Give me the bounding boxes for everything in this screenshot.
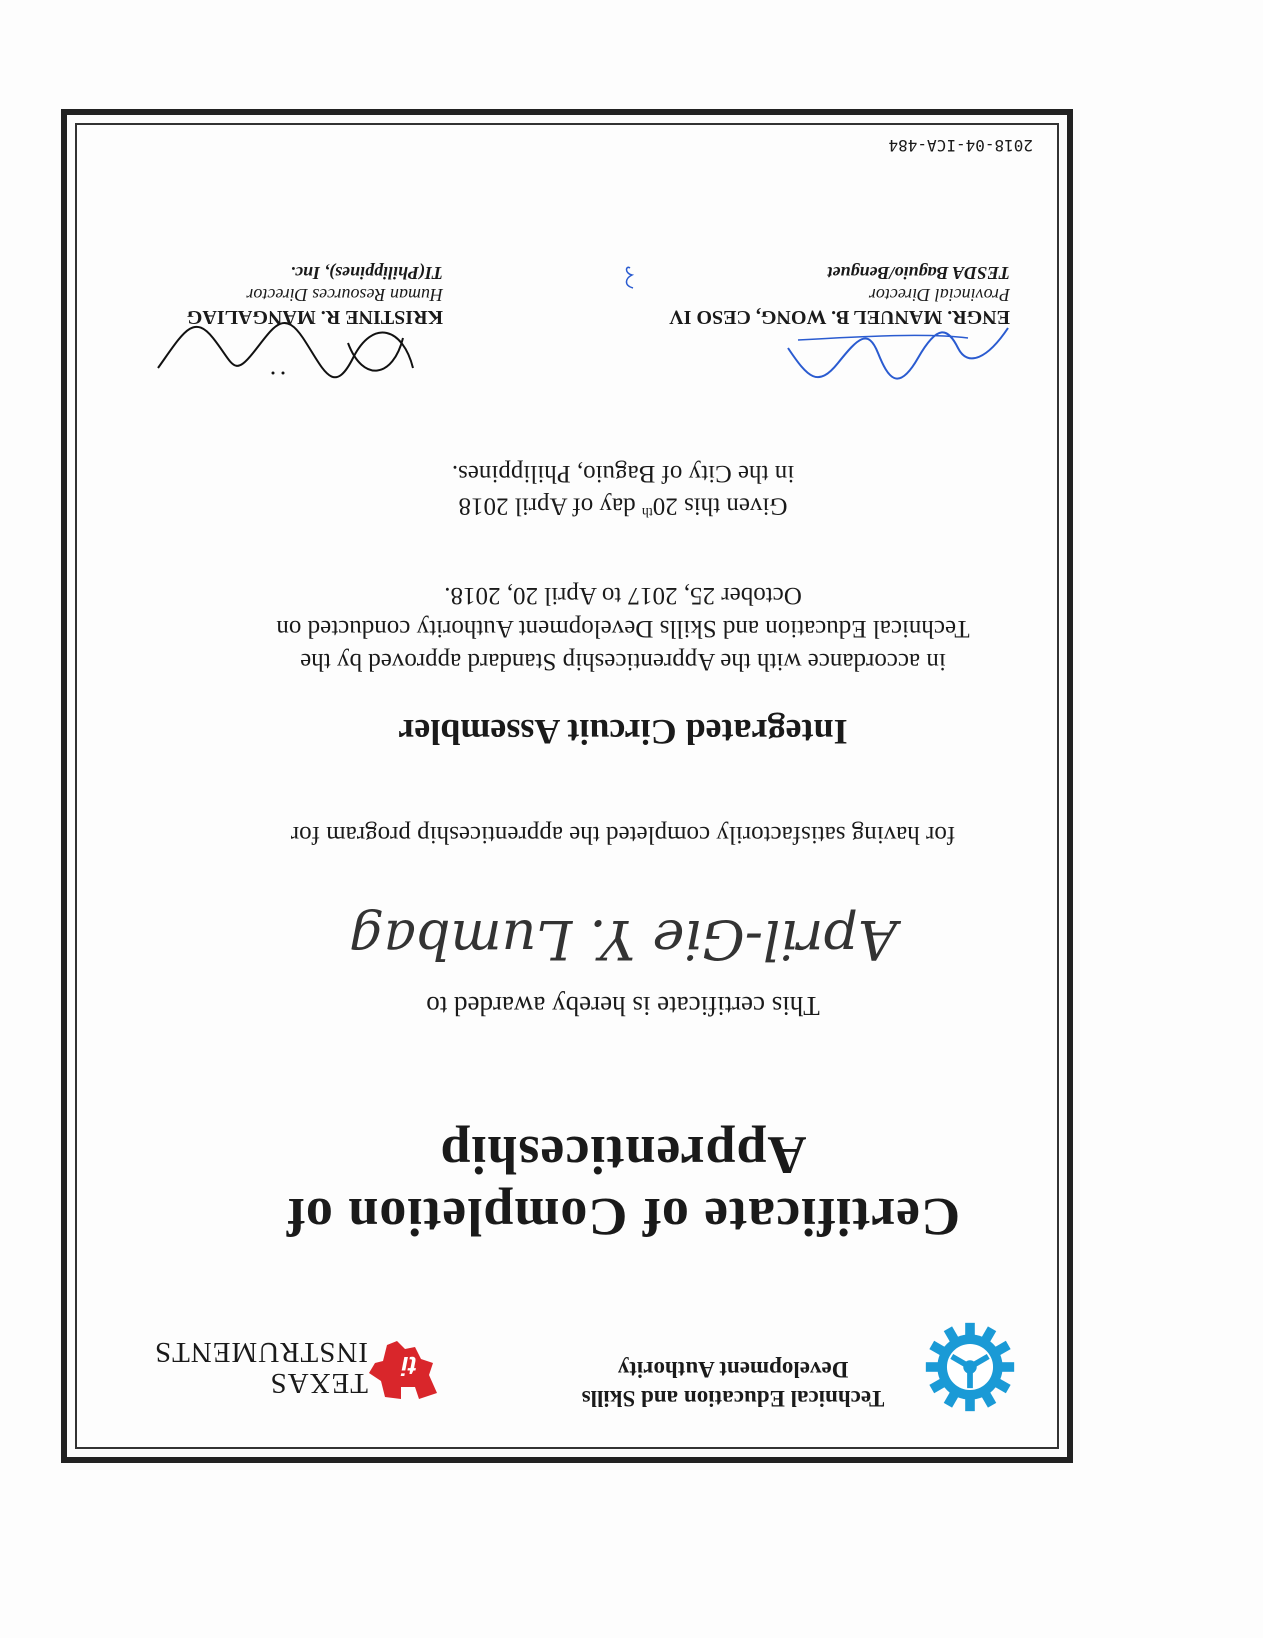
signatory-ti: KRISTINE R. MANGALIAG Human Resources Director TI(Philippines), Inc.	[186, 263, 443, 328]
awarded-text: This certificate is hereby awarded to	[426, 991, 820, 1021]
program-name: Integrated Circuit Assembler	[398, 712, 848, 752]
completion-text: for having satisfactorily completed the apprenticeship program for	[290, 821, 956, 848]
partner-logo-text: TEXAS INSTRUMENTS	[153, 1336, 368, 1399]
issuer-name: Technical Education and Skills Development Authority	[581, 1357, 885, 1411]
accordance-text: in accordance with the Apprenticeship Standard approved by the Technical Education and Skills Development Authority conducted on October 25, 2017 to April 20, 2018.	[276, 582, 970, 675]
given-date-text: Given this 20th day of April 2018 in the City of Baguio, Philippines.	[451, 459, 795, 520]
tesda-gear-logo-icon	[922, 1319, 1018, 1415]
recipient-name: April-Gie Y. Lumbag	[349, 908, 897, 971]
texas-instruments-logo-icon	[361, 1333, 441, 1403]
certificate-number: 2018-04-ICA-484	[888, 136, 1033, 155]
signatory-tesda: ENGR. MANUEL B. WONG, CESO IV Provincial Director TESDA Baguio/Benguet	[669, 263, 1010, 328]
svg-text:ti: ti	[401, 1351, 417, 1381]
certificate-title: Certificate of Completion of Apprenticeship	[285, 1125, 961, 1247]
